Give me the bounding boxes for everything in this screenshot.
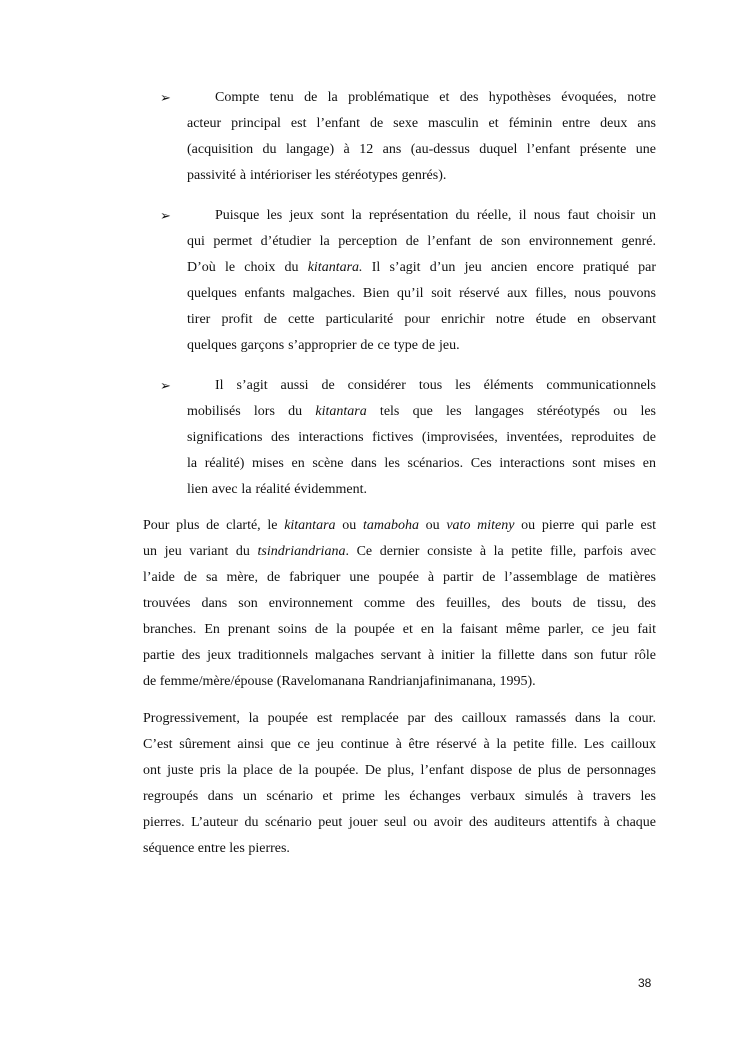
bullet-line: Compte tenu de la problématique et des hypothèses évoquées, notre bbox=[215, 90, 656, 105]
paragraph-line: Progressivement, la poupée est remplacée par des cailloux ramassés dans la cour. bbox=[143, 711, 656, 726]
page-number: 38 bbox=[638, 976, 652, 990]
bullet-line: significations des interactions fictives (improvisées, inventées, reproduites de bbox=[187, 430, 656, 445]
paragraph-line: partie des jeux traditionnels malgaches servant à initier la fillette dans son futur rôle bbox=[143, 648, 656, 663]
paragraph-line: séquence entre les pierres. bbox=[143, 841, 290, 856]
bullet-line: acteur principal est l’enfant de sexe masculin et féminin entre deux ans bbox=[187, 116, 656, 131]
bullet-line: mobilisés lors du kitantara tels que les langages stéréotypés ou les bbox=[187, 404, 656, 419]
paragraph-line: de femme/mère/épouse (Ravelomanana Randrianjafinimanana, 1995). bbox=[143, 674, 536, 689]
bullet-line: quelques enfants malgaches. Bien qu’il soit réservé aux filles, nous pouvons bbox=[187, 286, 656, 301]
paragraph bbox=[143, 706, 656, 862]
bullet-line: la réalité) mises en scène dans les scénarios. Ces interactions sont mises en bbox=[187, 456, 656, 471]
bullet-line: Il s’agit aussi de considérer tous les éléments communicationnels bbox=[215, 378, 656, 393]
paragraph-line: pierres. L’auteur du scénario peut jouer seul ou avoir des auditeurs attentifs à chaque bbox=[143, 815, 656, 830]
paragraph-line: ont juste pris la place de la poupée. De plus, l’enfant dispose de plus de personnages bbox=[143, 763, 656, 778]
bullet-arrow-icon: ➢ bbox=[160, 378, 171, 393]
bullet-line: (acquisition du langage) à 12 ans (au-dessus duquel l’enfant présente une bbox=[187, 142, 656, 157]
bullet-line: Puisque les jeux sont la représentation du réelle, il nous faut choisir un bbox=[215, 208, 656, 223]
bullet-arrow-icon: ➢ bbox=[160, 208, 171, 223]
bullet-line: lien avec la réalité évidemment. bbox=[187, 482, 368, 497]
paragraph-line: C’est sûrement ainsi que ce jeu continue à être réservé à la petite fille. Les cailloux bbox=[143, 737, 656, 752]
paragraph-line: regroupés dans un scénario et prime les échanges verbaux simulés à travers les bbox=[143, 789, 656, 804]
bullet-line: passivité à intérioriser les stéréotypes genrés). bbox=[187, 168, 447, 183]
bullet-line: tirer profit de cette particularité pour enrichir notre étude en observant bbox=[187, 312, 656, 327]
bullet-line: qui permet d’étudier la perception de l’enfant de son environnement genré. bbox=[187, 234, 656, 249]
bullet-item bbox=[187, 203, 656, 359]
bullet-item bbox=[187, 85, 656, 189]
bullet-item bbox=[187, 373, 656, 503]
paragraph-line: trouvées dans son environnement comme des feuilles, des bouts de tissu, des bbox=[143, 596, 656, 611]
bullet-line: quelques garçons s’approprier de ce type de jeu. bbox=[187, 338, 460, 353]
paragraph-line: branches. En prenant soins de la poupée et en la faisant même parler, ce jeu fait bbox=[143, 622, 656, 637]
paragraph-line: l’aide de sa mère, de fabriquer une poupée à partir de l’assemblage de matières bbox=[143, 570, 656, 585]
bullet-arrow-icon: ➢ bbox=[160, 90, 171, 105]
paragraph bbox=[143, 513, 656, 695]
paragraph-line: un jeu variant du tsindriandriana. Ce dernier consiste à la petite fille, parfois avec bbox=[143, 544, 656, 559]
bullet-line: D’où le choix du kitantara. Il s’agit d’un jeu ancien encore pratiqué par bbox=[187, 260, 656, 275]
paragraph-line: Pour plus de clarté, le kitantara ou tamaboha ou vato miteny ou pierre qui parle est bbox=[143, 518, 657, 533]
